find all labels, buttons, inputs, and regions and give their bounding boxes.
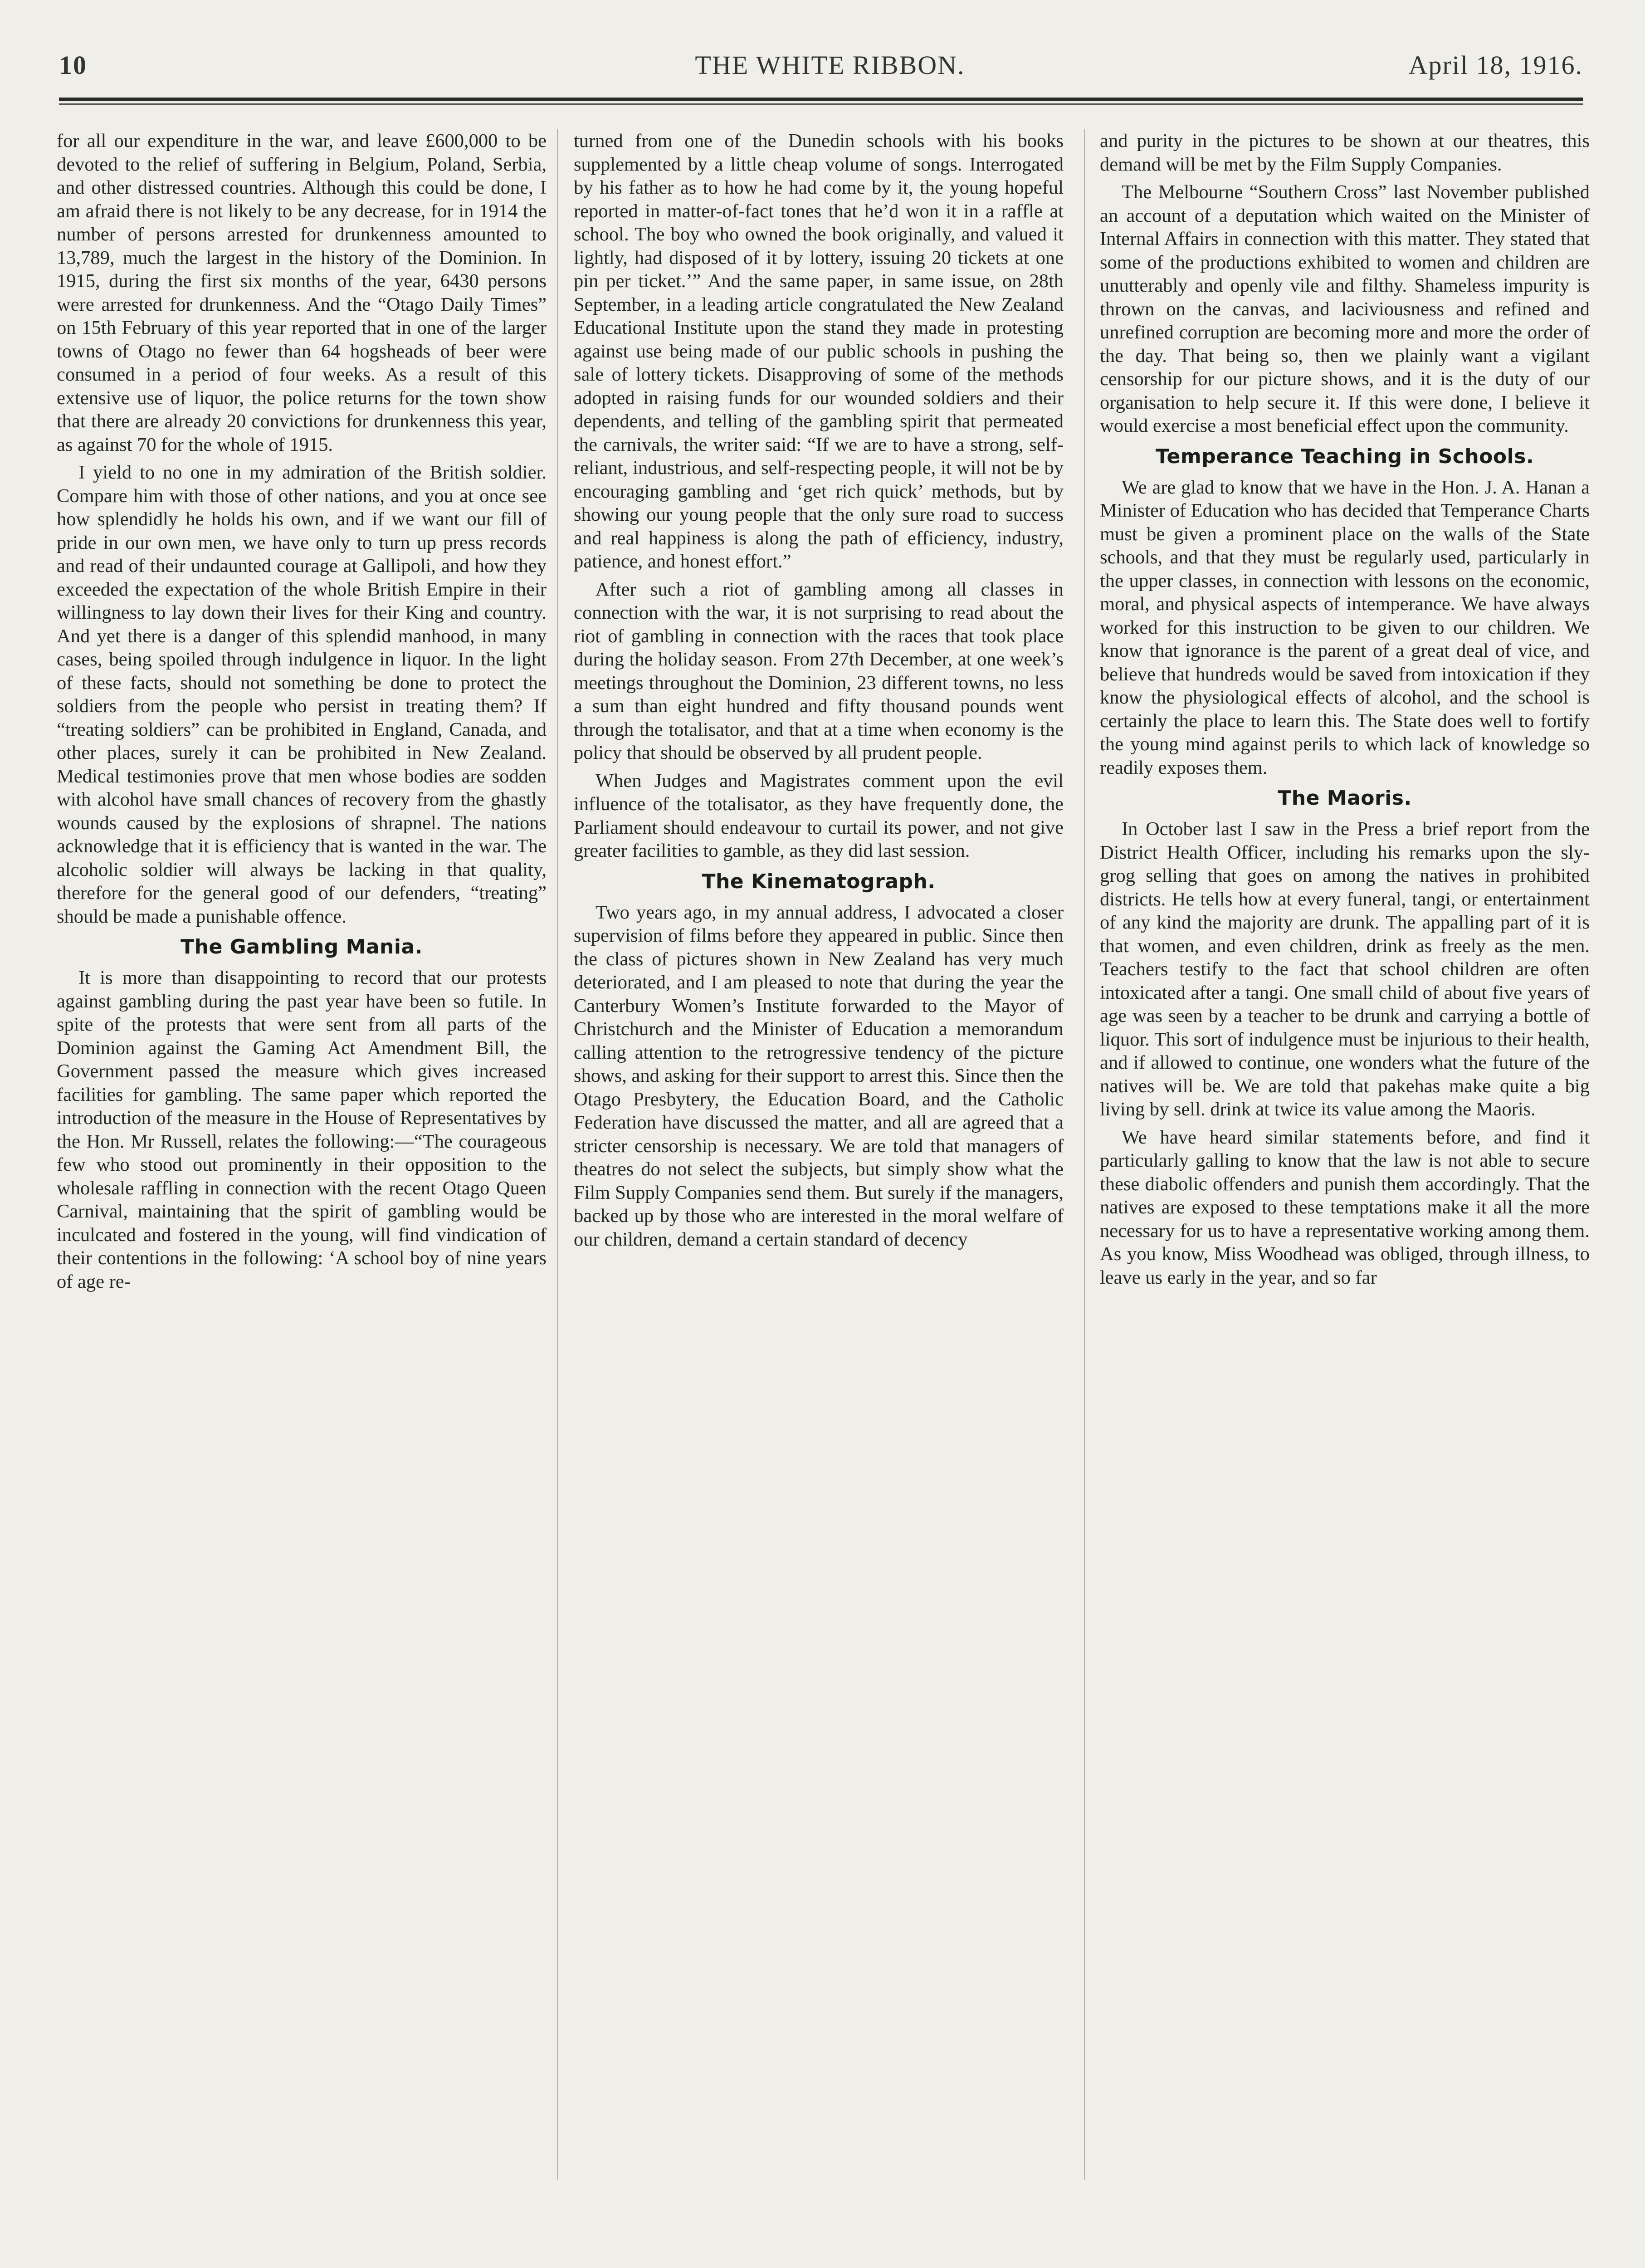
- paragraph: In October last I saw in the Press a brief report from the District Health Officer, including his remarks upon the sly-grog selling that goes on among the natives in prohibited districts. He tells how at every funeral, tangi, or entertainment of any kind the majority are drunk. The appalling part of it is that women, and even children, drink as freely as the men. Teachers testify to the fact that school children are often intoxicated after a tangi. One small child of about five years of age was seen by a teacher to be drunk and carrying a bottle of liquor. This sort of indulgence must be injurious to their health, and if allowed to continue, one wonders what the future of the natives will be. We are told that pakehas make quite a big living by sell. drink at twice its value among the Maoris.: [1100, 818, 1590, 1120]
- page-number: 10: [59, 50, 87, 80]
- paragraph: and purity in the pictures to be shown at our theatres, this demand will be met by the Film Supply Companies.: [1100, 130, 1590, 175]
- paragraph: We have heard similar statements before, and find it particularly galling to know that the law is not able to secure these diabolic offenders and punish them accordingly. That the natives are exposed to these temptations make it all the more necessary for us to have a representative working among them. As you know, Miss Woodhead was obliged, through illness, to leave us early in the year, and so far: [1100, 1126, 1590, 1288]
- column-3: [1100, 129, 1590, 2239]
- header-rule-thick: [59, 98, 1583, 101]
- paragraph: The Melbourne “Southern Cross” last November published an account of a deputation which waited on the Minister of Internal Affairs in connection with this matter. They stated that some of the productions exhibited to women and children are unutterably and openly vile and filthy. Shameless impurity is thrown on the canvas, and laciviousness and refined and unrefined corruption are becoming more and more the order of the day. That being so, then we plainly want a vigilant censorship for our picture shows, and it is the duty of our organisation to help secure it. If this were done, I believe it would exercise a most beneficial effect upon the community.: [1100, 181, 1590, 436]
- paragraph: We are glad to know that we have in the Hon. J. A. Hanan a Minister of Education who has decided that Temperance Charts must be given a prominent place on the walls of the State schools, and that they must be regularly used, particularly in the upper classes, in connection with lessons on the economic, moral, and physical aspects of intemperance. We have always worked for this instruction to be given to our children. We know that ignorance is the parent of a great deal of vice, and believe that hundreds would be saved from intoxication if they know the physiological effects of alcohol, and the school is certainly the place to learn this. The State does well to fortify the young mind against perils to which lack of knowledge so readily exposes them.: [1100, 476, 1590, 778]
- paragraph: It is more than disappointing to record that our protests against gambling during the past year have been so futile. In spite of the protests that were sent from all parts of the Dominion against the Gaming Act Amendment Bill, the Government passed the measure which gives increased facilities for gambling. The same paper which reported the introduction of the measure in the House of Representatives by the Hon. Mr Russell, relates the following:—“The courageous few who stood out prominently in their opposition to the wholesale raffling in connection with the recent Otago Queen Carnival, maintaining that the spirit of gambling would be inculcated and fostered in the young, will find vindication of their contentions in the following: ‘A school boy of nine years of age re-: [57, 967, 547, 1292]
- paragraph: After such a riot of gambling among all classes in connection with the war, it is not surprising to read about the riot of gambling in connection with the races that took place during the holiday season. From 27th December, at one week’s meetings throughout the Dominion, 23 different towns, no less a sum than eight hundred and fifty thousand pounds went through the totalisator, and that at a time when economy is the policy that should be observed by all prudent people.: [574, 578, 1064, 763]
- column-divider: [557, 129, 558, 2180]
- section-heading-kinematograph: The Kinematograph.: [702, 870, 936, 893]
- issue-date: April 18, 1916.: [1408, 50, 1583, 80]
- masthead-title: THE WHITE RIBBON.: [695, 50, 965, 80]
- column-divider: [1084, 129, 1085, 2180]
- paragraph: When Judges and Magistrates comment upon the evil influence of the totalisator, as they have frequently done, the Parliament should endeavour to curtail its power, and not give greater facilities to gamble, as they did last session.: [574, 770, 1064, 861]
- header-rule-thin: [59, 103, 1583, 105]
- section-heading-temperance-teaching: Temperance Teaching in Schools.: [1155, 445, 1534, 468]
- section-heading-maoris: The Maoris.: [1278, 787, 1412, 810]
- paragraph: I yield to no one in my admiration of the British soldier. Compare him with those of other nations, and you at once see how splendidly he holds his own, and if we want our fill of pride in our own men, we have only to turn up press records and read of their undaunted courage at Gallipoli, and how they exceeded the expectation of the whole British Empire in their willingness to lay down their lives for their King and country. And yet there is a danger of this splendid manhood, in many cases, being spoiled through indulgence in liquor. In the light of these facts, should not something be done to protect the soldiers from the people who persist in treating them? If “treating soldiers” can be prohibited in England, Canada, and other places, surely it can be prohibited in New Zealand. Medical testimonies prove that men whose bodies are sodden with alcohol have small chances of recovery from the ghastly wounds caused by the explosions of shrapnel. The nations acknowledge that it is efficiency that is wanted in the war. The alcoholic soldier will always be lacking in that quality, therefore for the general good of our defenders, “treating” should be made a punishable offence.: [57, 462, 547, 927]
- paragraph: for all our expenditure in the war, and leave £600,000 to be devoted to the relief of suffering in Belgium, Poland, Serbia, and other distressed countries. Although this could be done, I am afraid there is not likely to be any decrease, for in 1914 the number of persons arrested for drunkenness amounted to 13,789, much the largest in the history of the Dominion. In 1915, during the first six months of the year, 6430 persons were arrested for drunkenness. And the “Otago Daily Times” on 15th February of this year reported that in one of the larger towns of Otago no fewer than 64 hogsheads of beer were consumed in a period of four weeks. As a result of this extensive use of liquor, the police returns for the town show that there are already 20 convictions for drunkenness this year, as against 70 for the whole of 1915.: [57, 130, 547, 455]
- page-header: [59, 50, 1583, 91]
- section-heading-gambling-mania: The Gambling Mania.: [181, 935, 423, 958]
- paragraph: Two years ago, in my annual address, I advocated a closer supervision of films before they appeared in public. Since then the class of pictures shown in New Zealand has very much deteriorated, and I am pleased to note that during the year the Canterbury Women’s Institute forwarded to the Mayor of Christchurch and the Minister of Education a memorandum calling attention to the retrogressive tendency of the picture shows, and asking for their support to arrest this. Since then the Otago Presbytery, the Education Board, and the Catholic Federation have discussed the matter, and all are agreed that a stricter censorship is necessary. We are told that managers of theatres do not select the subjects, but simply show what the Film Supply Companies send them. But surely if the managers, backed up by those who are interested in the moral welfare of our children, demand a certain standard of decency: [574, 901, 1064, 1250]
- paragraph: turned from one of the Dunedin schools with his books supplemented by a little cheap volume of songs. Interrogated by his father as to how he had come by it, the young hopeful reported in matter-of-fact tones that he’d won it in a raffle at school. The boy who owned the book originally, and valued it lightly, had disposed of it by lottery, issuing 20 tickets at one pin per ticket.’” And the same paper, in same issue, on 28th September, in a leading article congratulated the New Zealand Educational Institute upon the stand they made in protesting against use being made of our public schools in pushing the sale of lottery tickets. Disapproving of some of the methods adopted in raising funds for our wounded soldiers and their dependents, and telling of the gambling spirit that permeated the carnivals, the writer said: “If we are to have a strong, self-reliant, industrious, and self-respecting people, it will not be by encouraging gambling and ‘get rich quick’ methods, but by showing our young people that the only sure road to success and real happiness is along the path of efficiency, industry, patience, and honest effort.”: [574, 130, 1064, 572]
- column-2: [574, 129, 1064, 2239]
- column-1: [57, 129, 547, 2239]
